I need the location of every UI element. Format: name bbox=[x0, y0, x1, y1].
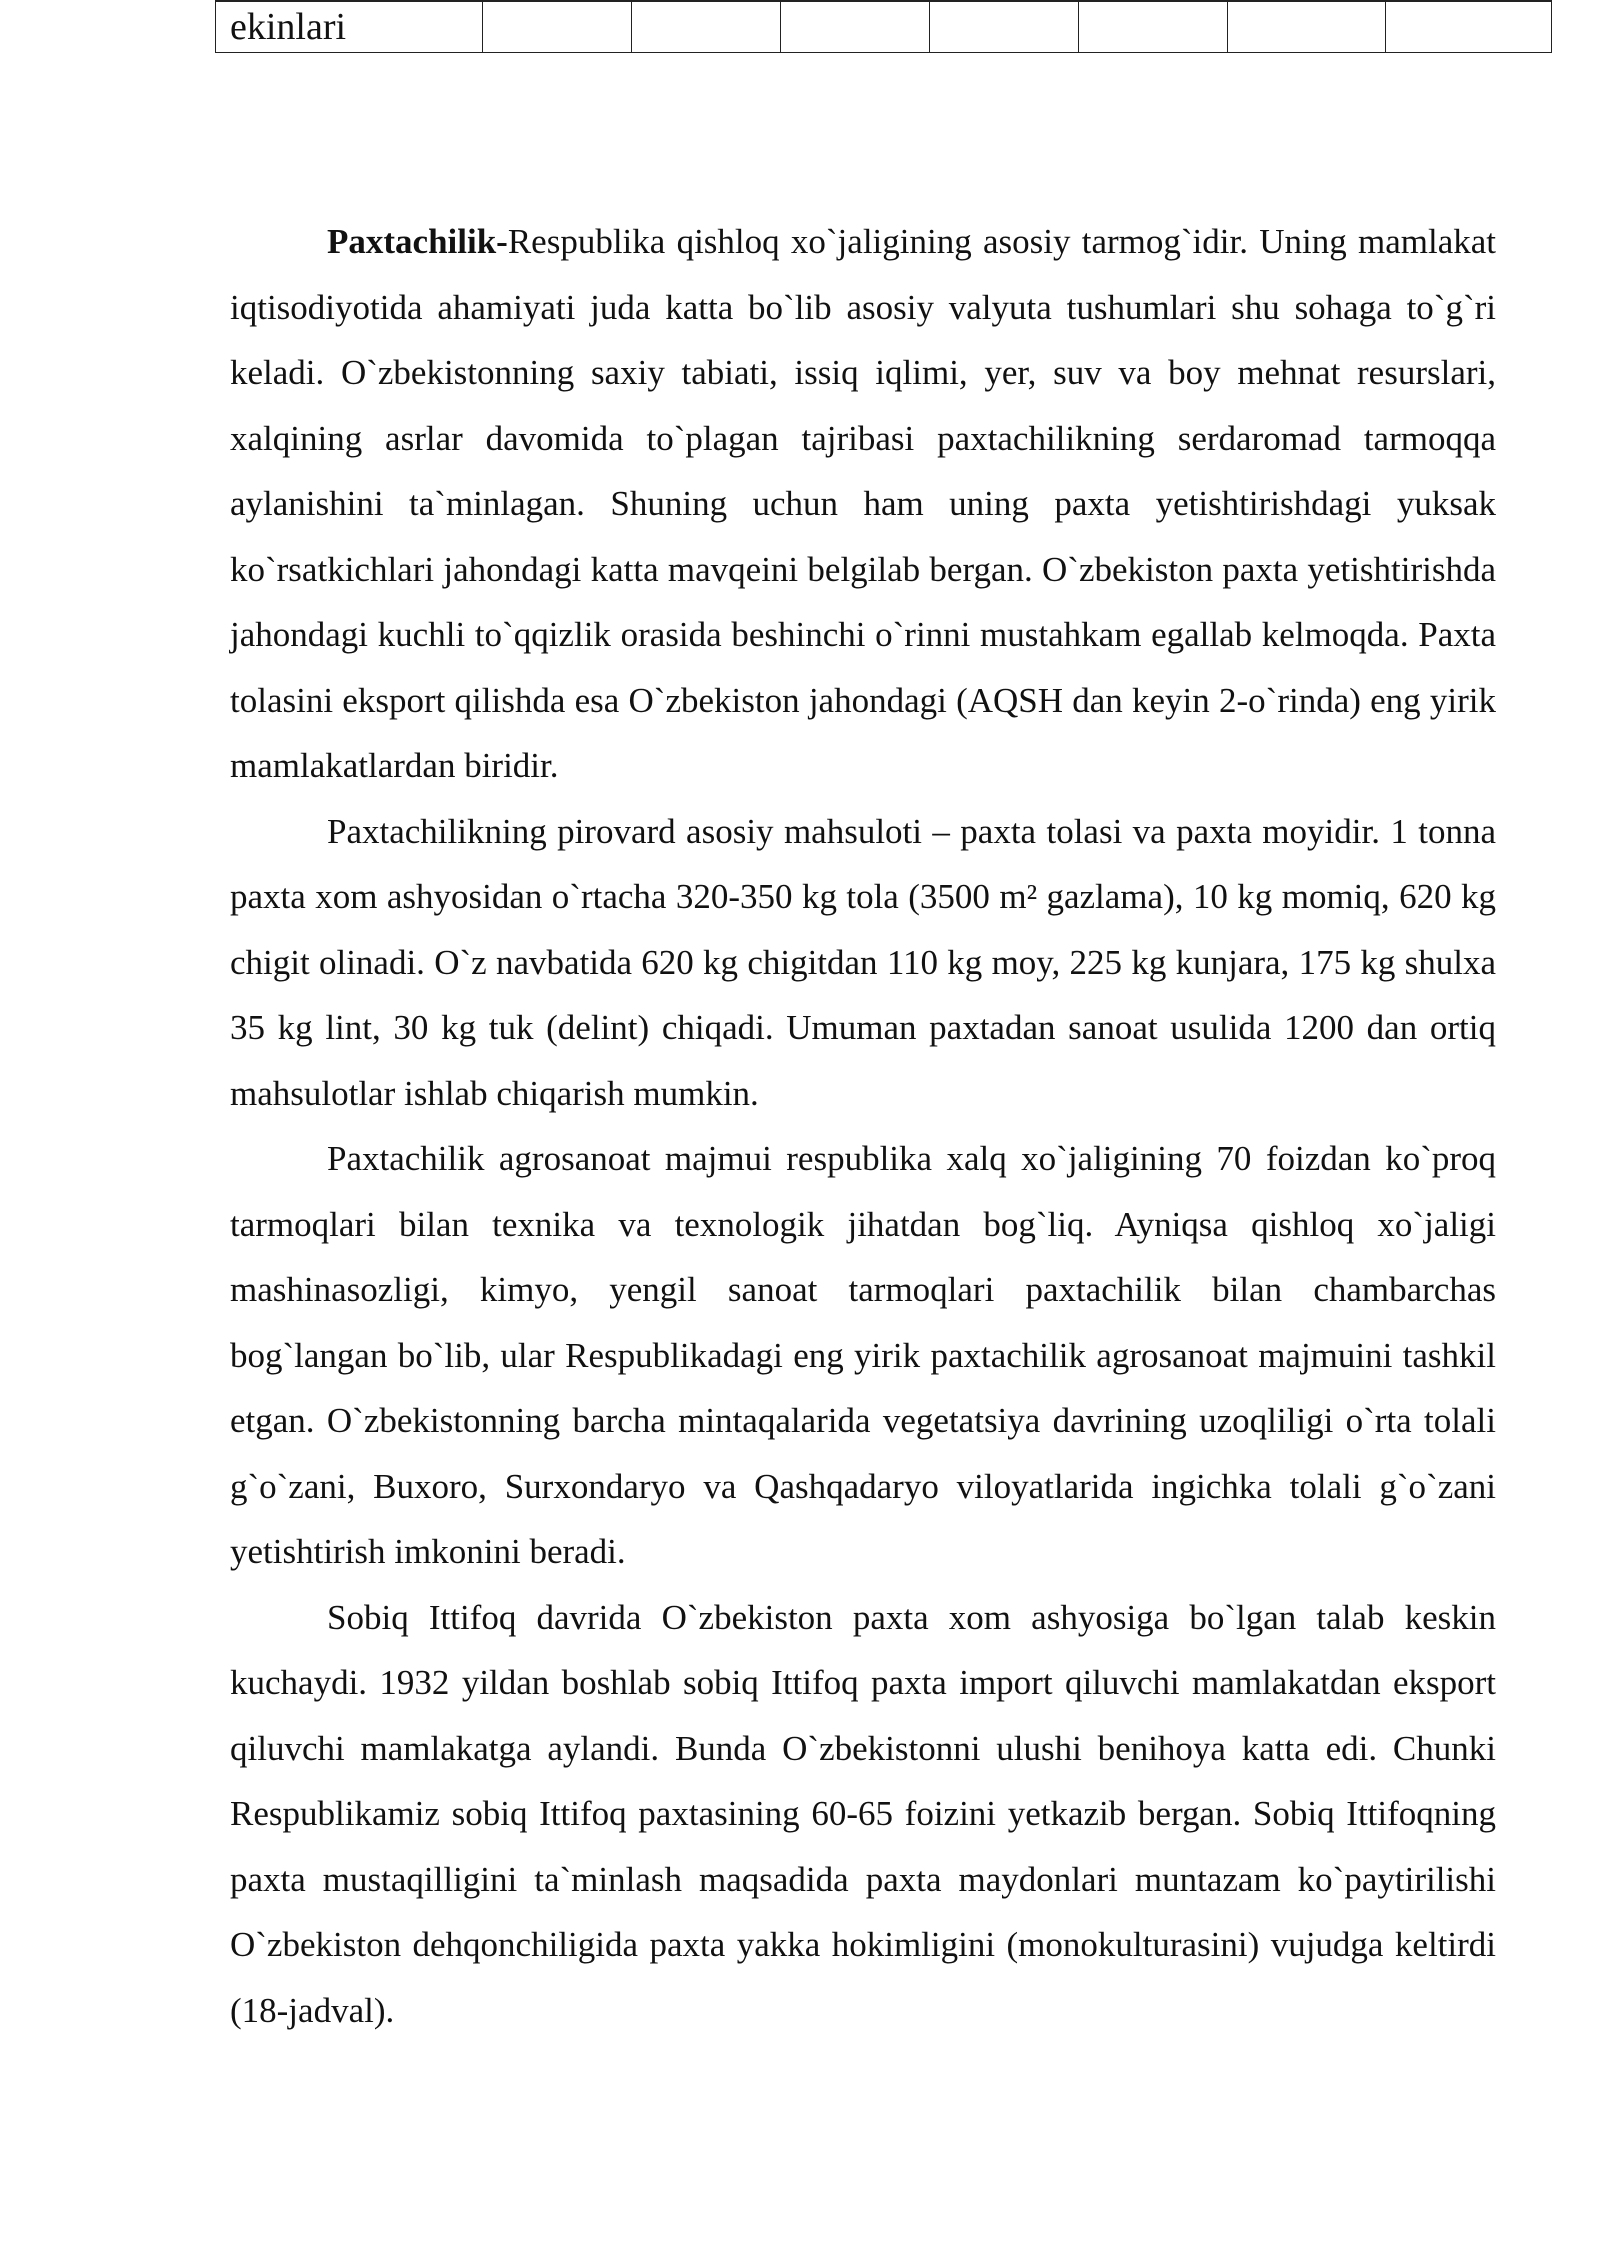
paragraph-text: Respublika qishloq xo`jaligining asosiy tarmog`idir. Uning mamlakat iqtisodiyotida ahamiyati juda katta bo`lib asosiy valyuta tushumlari shu sohaga to`g`ri keladi. O`zbekistonning saxiy tabiati, issiq iqlimi, yer, suv va boy mehnat resurslari, xalqining asrlar davomida to`plagan tajribasi paxtachilikning serdaromad tarmoqqa aylanishini ta`minlagan. Shuning uchun ham uning paxta yetishtirishdagi yuksak ko`rsatkichlari jahondagi katta mavqeini belgilab bergan. O`zbekiston paxta yetishtirishda jahondagi kuchli to`qqizlik orasida beshinchi o`rinni mustahkam egallab kelmoqda. Paxta tolasini eksport qilishda esa O`zbekiston jahondagi (AQSH dan keyin 2-o`rinda) eng yirik mamlakatlardan biridir. bbox=[230, 222, 1496, 785]
table-cell bbox=[1386, 1, 1552, 53]
table-row bbox=[216, 1, 1552, 53]
table-cell bbox=[1079, 1, 1228, 53]
table-cell bbox=[930, 1, 1079, 53]
table-cell bbox=[632, 1, 781, 53]
paragraph-agro-complex: Paxtachilik agrosanoat majmui respublika xalq xo`jaligining 70 foizdan ko`proq tarmoqlari bilan texnika va texnologik jihatdan bog`liq. Ayniqsa qishloq xo`jaligi mashinasozligi, kimyo, yengil sanoat tarmoqlari paxtachilik bilan chambarchas bog`langan bo`lib, ular Respublikadagi eng yirik paxtachilik agrosanoat majmuini tashkil etgan. O`zbekistonning barcha mintaqalarida vegetatsiya davrining uzoqliligi o`rta tolali g`o`zani, Buxoro, Surxondaryo va Qashqadaryo viloyatlarida ingichka tolali g`o`zani yetishtirish imkonini beradi. bbox=[230, 1139, 1496, 1571]
paragraph-products: Paxtachilikning pirovard asosiy mahsuloti – paxta tolasi va paxta moyidir. 1 tonna paxta xom ashyosidan o`rtacha 320-350 kg tola (3500 m² gazlama), 10 kg momiq, 620 kg chigit olinadi. O`z navbatida 620 kg chigitdan 110 kg moy, 225 kg kunjara, 175 kg shulxa 35 kg lint, 30 kg tuk (delint) chiqadi. Umuman paxtadan sanoat usulida 1200 dan ortiq mahsulotlar ishlab chiqarish mumkin. bbox=[230, 811, 1496, 1113]
table-cell bbox=[1228, 1, 1386, 53]
paragraph-paxtachilik-intro bbox=[230, 209, 1496, 799]
lead-term: Paxtachilik- bbox=[327, 222, 508, 261]
paragraph-soviet-era: Sobiq Ittifoq davrida O`zbekiston paxta xom ashyosiga bo`lgan talab keskin kuchaydi. 1932 yildan boshlab sobiq Ittifoq paxta import qiluvchi mamlakatdan eksport qiluvchi mamlakatga aylandi. Bunda O`zbekistonni ulushi benihoya katta edi. Chunki Respublikamiz sobiq Ittifoq paxtasining 60-65 foizini yetkazib bergan. Sobiq Ittifoqning paxta mustaqilligini ta`minlash maqsadida paxta maydonlari muntazam ko`paytirilishi O`zbekiston dehqonchiligida paxta yakka hokimligini (monokulturasini) vujudga keltirdi (18-jadval). bbox=[230, 1597, 1496, 2030]
table-cell bbox=[483, 1, 632, 53]
table-cell: ekinlari bbox=[216, 1, 483, 53]
document-body bbox=[230, 209, 1496, 2043]
table-fragment bbox=[215, 0, 1552, 53]
table-cell bbox=[781, 1, 930, 53]
